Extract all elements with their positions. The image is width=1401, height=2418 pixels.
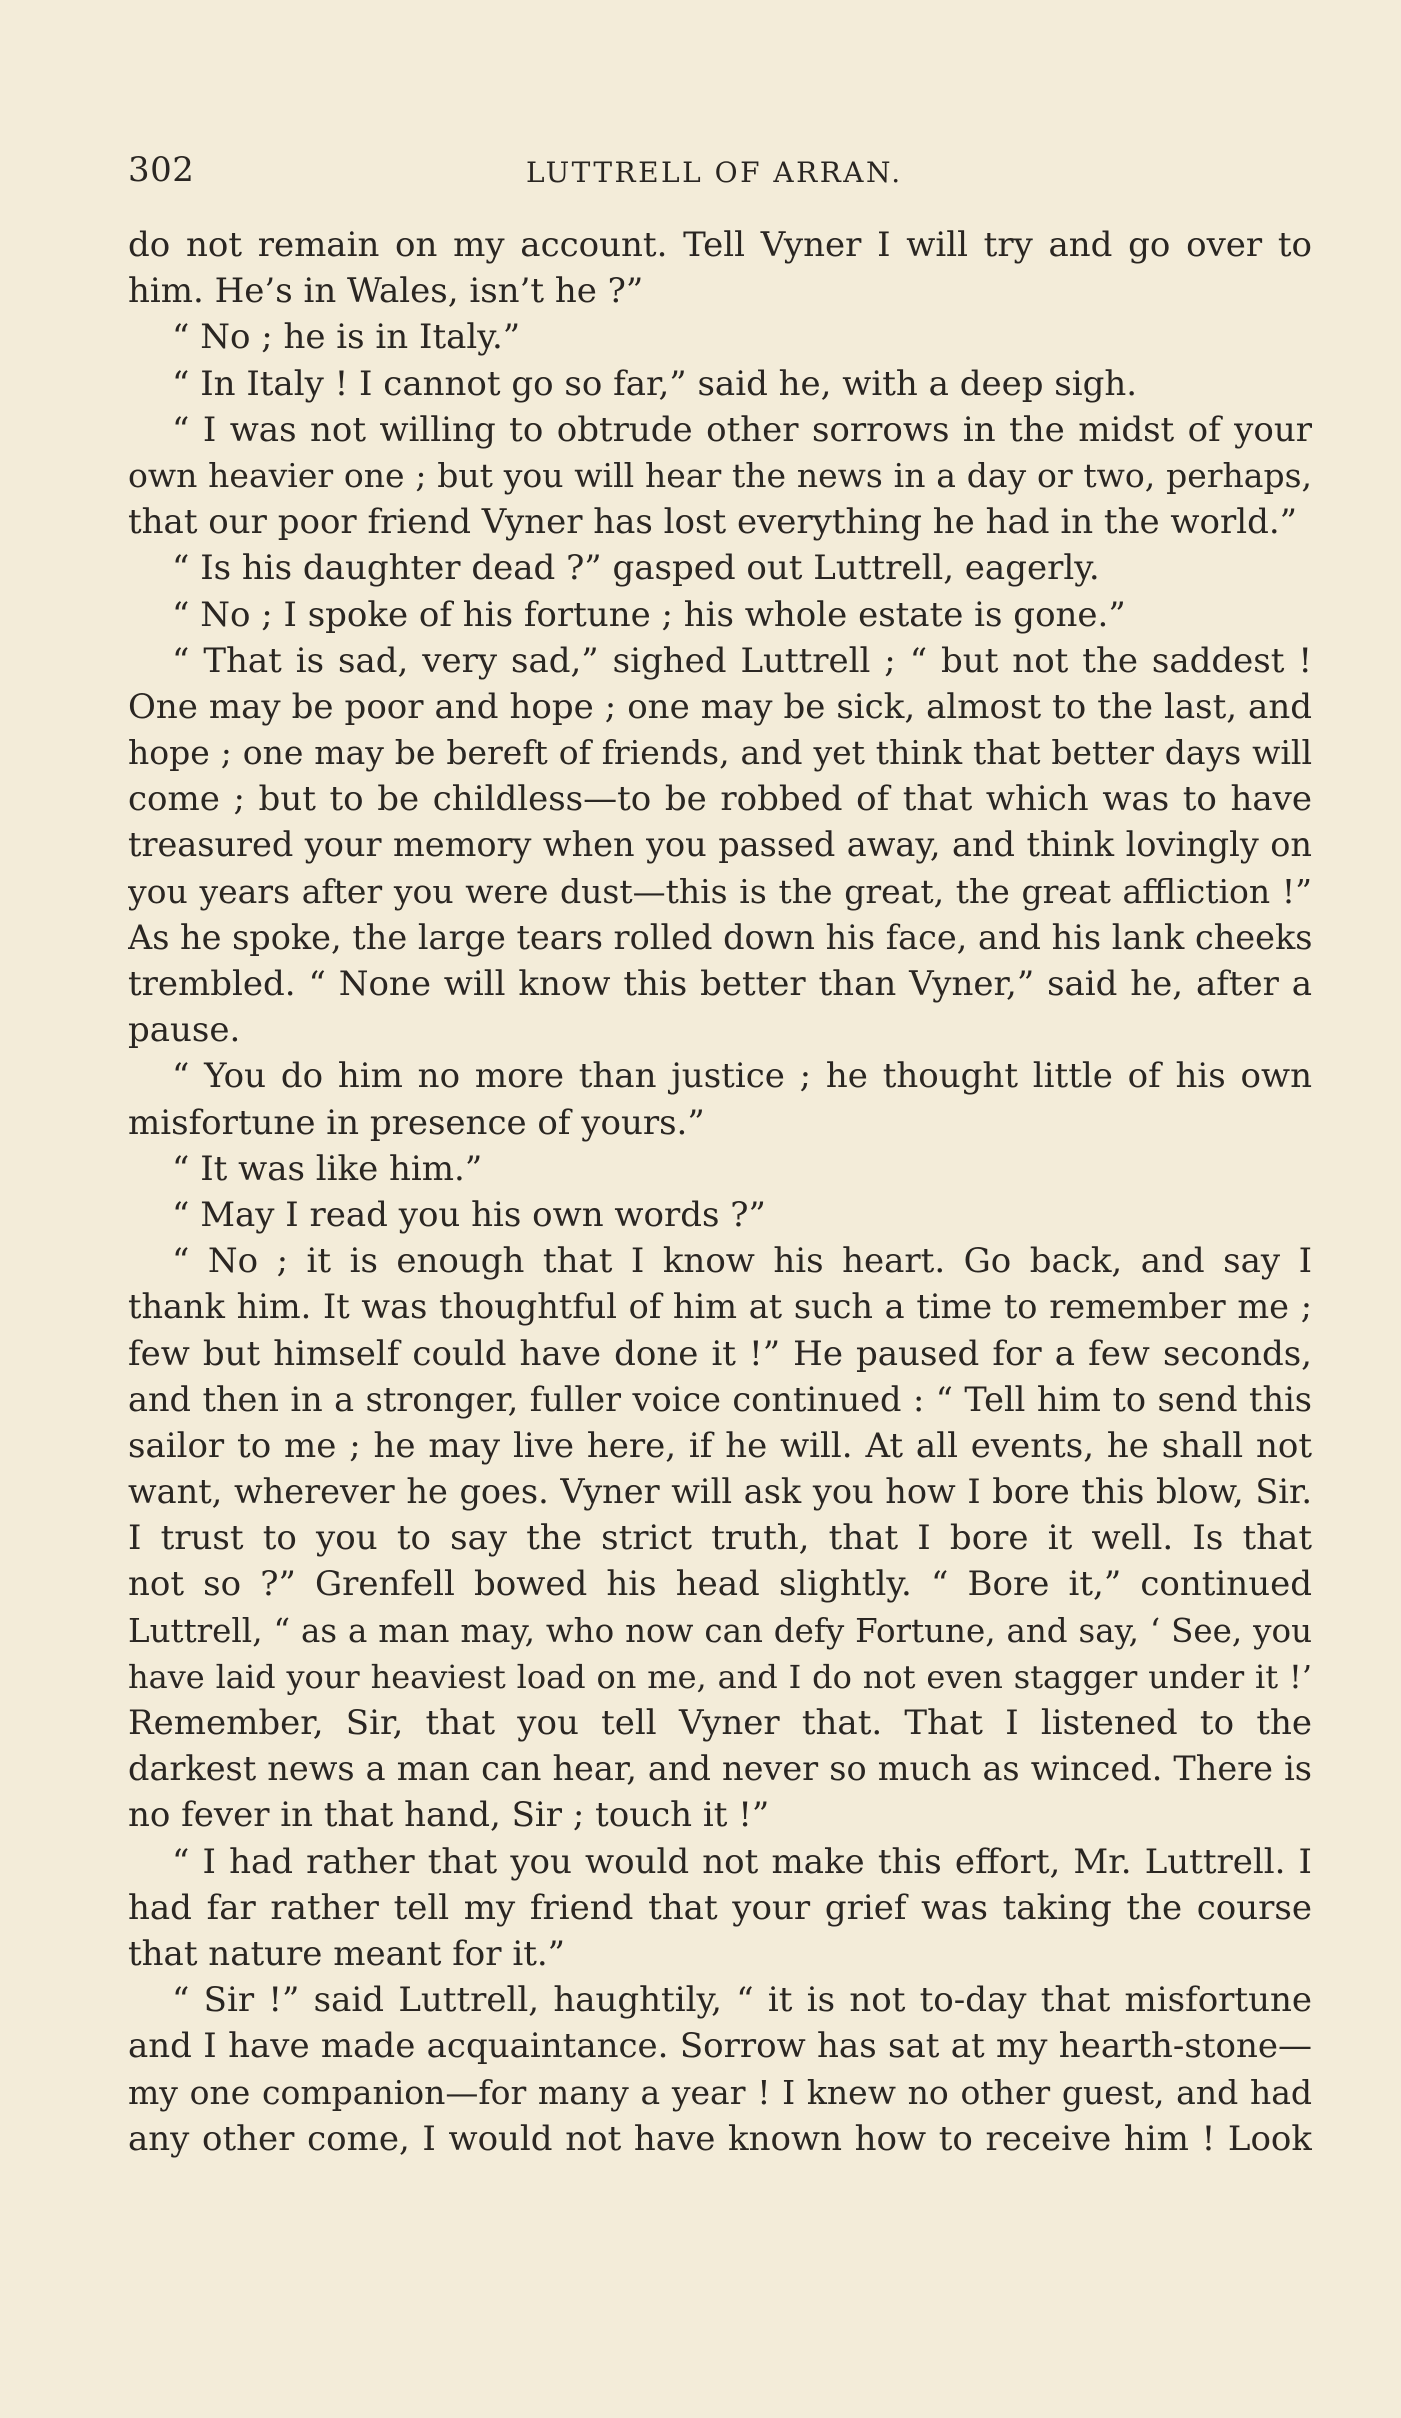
text-line: “ In Italy ! I cannot go so far,” said he, with a deep sigh. xyxy=(172,363,1138,404)
text-line: “ No ; it is enough that I know his heart. Go back, and say I xyxy=(172,1241,1312,1282)
body-text xyxy=(128,222,1312,2162)
text-line: not so ?” Grenfell bowed his head slightly. “ Bore it,” continued xyxy=(128,1564,1312,1605)
text-line: Luttrell, “ as a man may, who now can defy Fortune, and say, ‘ See, you xyxy=(128,1611,1312,1650)
text-line: “ May I read you his own words ?” xyxy=(172,1194,766,1235)
text-line: that our poor friend Vyner has lost everything he had in the world.” xyxy=(128,502,1298,543)
text-line: you years after you were dust—this is the great, the great affliction !” xyxy=(128,871,1312,911)
text-line: “ It was like him.” xyxy=(172,1148,483,1189)
text-line: Remember, Sir, that you tell Vyner that. That I listened to the xyxy=(128,1703,1312,1743)
running-title: LUTTRELL OF ARRAN. xyxy=(526,156,903,189)
text-line: come ; but to be childless—to be robbed of that which was to have xyxy=(128,779,1312,820)
text-line: do not remain on my account. Tell Vyner I will try and go over to xyxy=(128,225,1312,265)
text-line: few but himself could have done it !” He paused for a few seconds, xyxy=(128,1333,1312,1374)
text-line: my one companion—for many a year ! I knew no other guest, and had xyxy=(128,2072,1312,2112)
text-line: that nature meant for it.” xyxy=(128,1933,566,1974)
text-line: sailor to me ; he may live here, if he will. At all events, he shall not xyxy=(128,1425,1312,1466)
text-line: him. He’s in Wales, isn’t he ?” xyxy=(128,271,644,312)
text-line: thank him. It was thoughtful of him at such a time to remember me ; xyxy=(128,1287,1312,1327)
text-line: treasured your memory when you passed away, and think lovingly on xyxy=(128,825,1312,865)
text-line: One may be poor and hope ; one may be sick, almost to the last, and xyxy=(128,686,1312,727)
text-line: misfortune in presence of yours.” xyxy=(128,1102,705,1143)
text-line: “ No ; he is in Italy.” xyxy=(172,317,521,358)
text-line: “ I had rather that you would not make this effort, Mr. Luttrell. I xyxy=(172,1841,1312,1882)
text-line: “ No ; I spoke of his fortune ; his whole estate is gone.” xyxy=(172,594,1126,635)
text-line: own heavier one ; but you will hear the news in a day or two, perhaps, xyxy=(128,455,1312,495)
text-line: “ Is his daughter dead ?” gasped out Luttrell, eagerly. xyxy=(172,548,1100,589)
text-line: “ You do him no more than justice ; he thought little of his own xyxy=(172,1056,1312,1097)
text-line: “ That is sad, very sad,” sighed Luttrell ; “ but not the saddest ! xyxy=(172,640,1312,681)
text-line: no fever in that hand, Sir ; touch it !” xyxy=(128,1795,770,1836)
page-number: 302 xyxy=(128,150,195,190)
text-line: I trust to you to say the strict truth, that I bore it well. Is that xyxy=(128,1518,1312,1559)
text-line: and I have made acquaintance. Sorrow has sat at my hearth-stone— xyxy=(128,2026,1312,2067)
text-line: “ I was not willing to obtrude other sorrows in the midst of your xyxy=(172,409,1312,450)
text-line: pause. xyxy=(128,1010,241,1051)
text-line: and then in a stronger, fuller voice continued : “ Tell him to send this xyxy=(128,1379,1312,1419)
text-line: want, wherever he goes. Vyner will ask you how I bore this blow, Sir. xyxy=(128,1472,1312,1512)
text-line: As he spoke, the large tears rolled down his face, and his lank cheeks xyxy=(128,917,1312,957)
text-line: have laid your heaviest load on me, and I do not even stagger under it !’ xyxy=(128,1657,1312,1696)
text-line: trembled. “ None will know this better than Vyner,” said he, after a xyxy=(128,964,1312,1004)
text-line: had far rather tell my friend that your grief was taking the course xyxy=(128,1887,1312,1928)
text-line: “ Sir !” said Luttrell, haughtily, “ it is not to-day that misfortune xyxy=(172,1980,1312,2021)
text-line: hope ; one may be bereft of friends, and yet think that better days will xyxy=(128,733,1312,773)
text-line: any other come, I would not have known how to receive him ! Look xyxy=(128,2118,1312,2159)
text-line: darkest news a man can hear, and never so much as winced. There is xyxy=(128,1749,1312,1789)
running-head xyxy=(128,150,1312,200)
